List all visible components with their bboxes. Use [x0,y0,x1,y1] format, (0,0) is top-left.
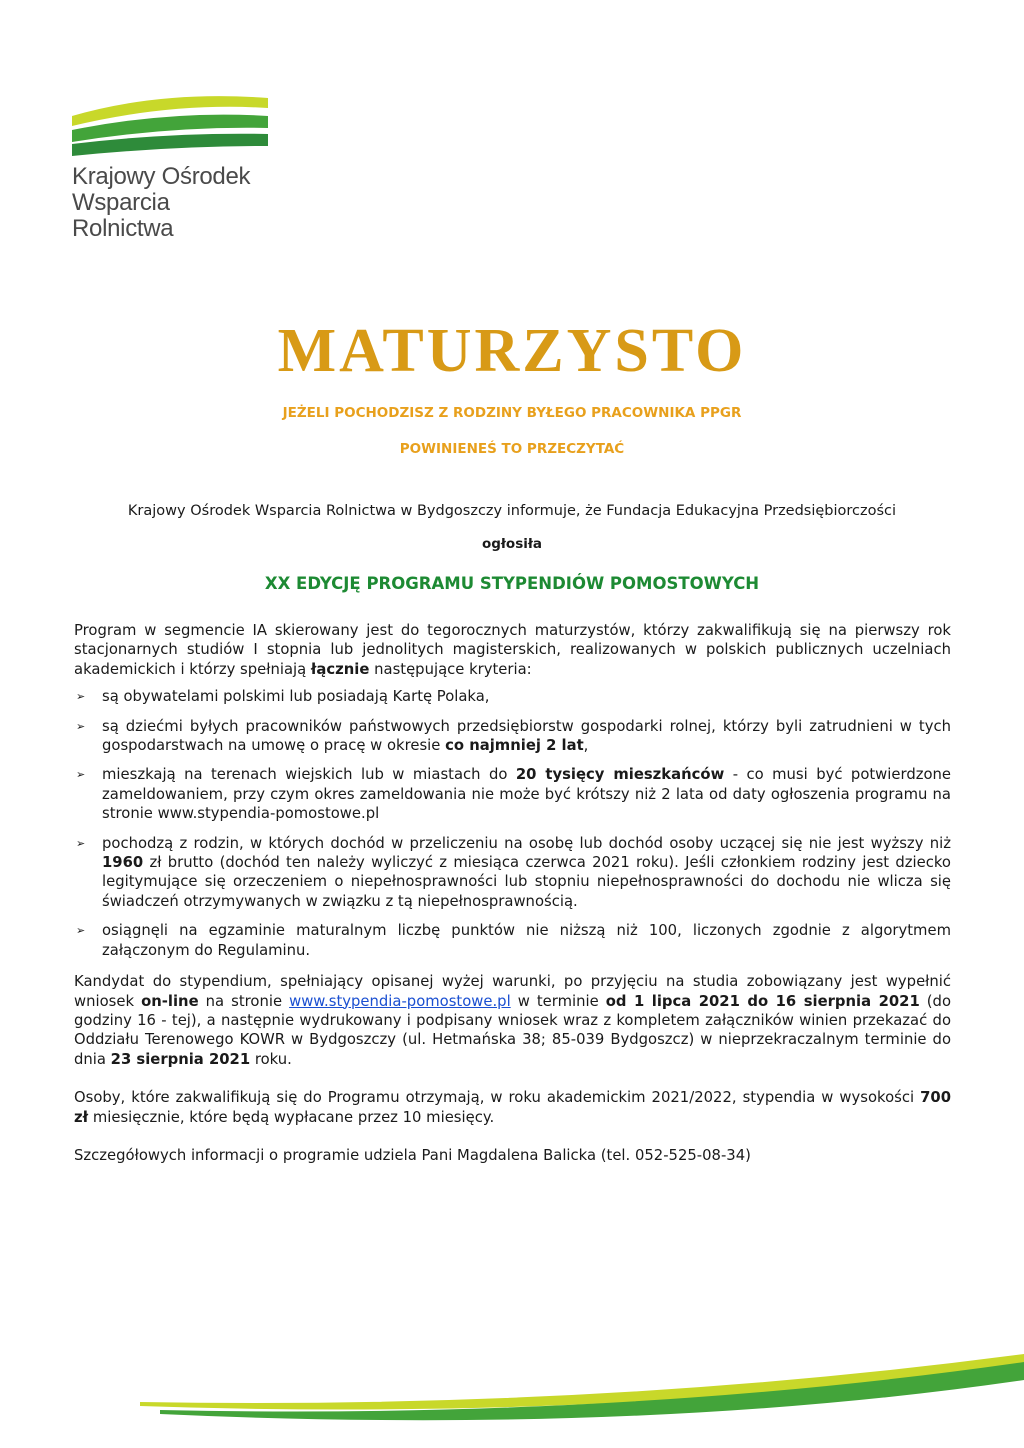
subtitle-1: JEŻELI POCHODZISZ Z RODZINY BYŁEGO PRACOWNIKA PPGR [282,405,742,421]
arrow-bullet-icon: ➢ [76,836,86,850]
page-title: MATURZYSTO [277,317,747,385]
candidate-paragraph: Kandydat do stypendium, spełniający opisanej wyżej warunki, po przyjęciu na studia zobowiązany jest wypełnić wniosek on-line na stronie www.stypendia-pomostowe.pl w terminie od 1 lipca 2021 do 16 sierpnia 2021 (do godziny 16 - tej), a następnie wydrukowany i podpisany wniosek wraz z kompletem załączników winien przekazać do Oddziału Terenowego KOWR w Bydgoszczy (ul. Hetmańska 38; 85-039 Bydgoszcz) w nieprzekraczalnym terminie do dnia 23 sierpnia 2021 roku. [74,973,951,1068]
program-heading: XX EDYCJĘ PROGRAMU STYPENDIÓW POMOSTOWYCH [264,574,760,593]
intro-text: Krajowy Ośrodek Wsparcia Rolnictwa w Bydgoszczy informuje, że Fundacja Edukacyjna Przedsiębiorczości [127,503,897,519]
list-item: ➢ mieszkają na terenach wiejskich lub w miastach do 20 tysięcy mieszkańców - co musi być potwierdzone zameldowaniem, przy czym okres zameldowania nie może być krótszy niż 2 lata od daty ogłoszenia programu na stronie www.stypendia-pomostowe.pl [76,766,952,823]
arrow-bullet-icon: ➢ [76,690,86,704]
program-description: Program w segmencie IA skierowany jest do tegorocznych maturzystów, którzy zakwalifikują się na pierwszy rok stacjonarnych studiów I stopnia lub jednolitych magisterskich, realizowanych w polskich publicznych uczelniach akademickich i którzy spełniają łącznie następujące kryteria: [74,622,951,678]
arrow-bullet-icon: ➢ [76,924,86,938]
logo-stripes-icon [72,96,268,158]
logo-line-2: Wsparcia Rolnictwa [72,189,174,242]
list-item: ➢ osiągnęli na egzaminie maturalnym liczbę punktów nie niższą niż 100, liczonych zgodnie z algorytmem załączonym do Regulaminu. [76,922,951,959]
scholarship-website-link[interactable]: www.stypendia-pomostowe.pl [289,992,511,1010]
bold-text: łącznie [310,660,370,678]
subtitle-2: POWINIENEŚ TO PRZECZYTAĆ [399,441,625,457]
document-body [74,621,951,1165]
arrow-bullet-icon: ➢ [76,719,86,733]
list-item: ➢ są dziećmi byłych pracowników państwowych przedsiębiorstw gospodarki rolnej, którzy byli zatrudnieni w tych gospodarstwach na umowę o pracę w okresie co najmniej 2 lat, [76,717,951,755]
contact-paragraph: Szczegółowych informacji o programie udziela Pani Magdalena Balicka (tel. 052-525-08-34) [74,1146,751,1164]
list-item: ➢ są obywatelami polskimi lub posiadają Kartę Polaka, [76,688,490,706]
logo-text [72,164,272,242]
kowr-logo [72,96,272,242]
criteria-list [74,687,951,960]
arrow-bullet-icon: ➢ [76,768,86,782]
list-item: ➢ pochodzą z rodzin, w których dochód w przeliczeniu na osobę lub dochód osoby uczącej się nie jest wyższy niż 1960 zł brutto (dochód ten należy wyliczyć z miesiąca czerwca 2021 roku). Jeśli członkiem rodziny jest dziecko legitymujące się orzeczeniem o niepełnosprawności lub stopniu niepełnosprawności do dochodu nie wlicza się świadczeń otrzymywanych w związku z tą niepełnosprawnością. [76,834,951,910]
scholarship-paragraph: Osoby, które zakwalifikują się do Programu otrzymają, w roku akademickim 2021/2022, stypendia w wysokości 700 zł miesięcznie, które będą wypłacane przez 10 miesięcy. [74,1089,951,1126]
footer-swoosh-icon [0,1340,1024,1440]
announced-text: ogłosiła [481,536,542,552]
logo-line-1: Krajowy Ośrodek [72,163,251,190]
